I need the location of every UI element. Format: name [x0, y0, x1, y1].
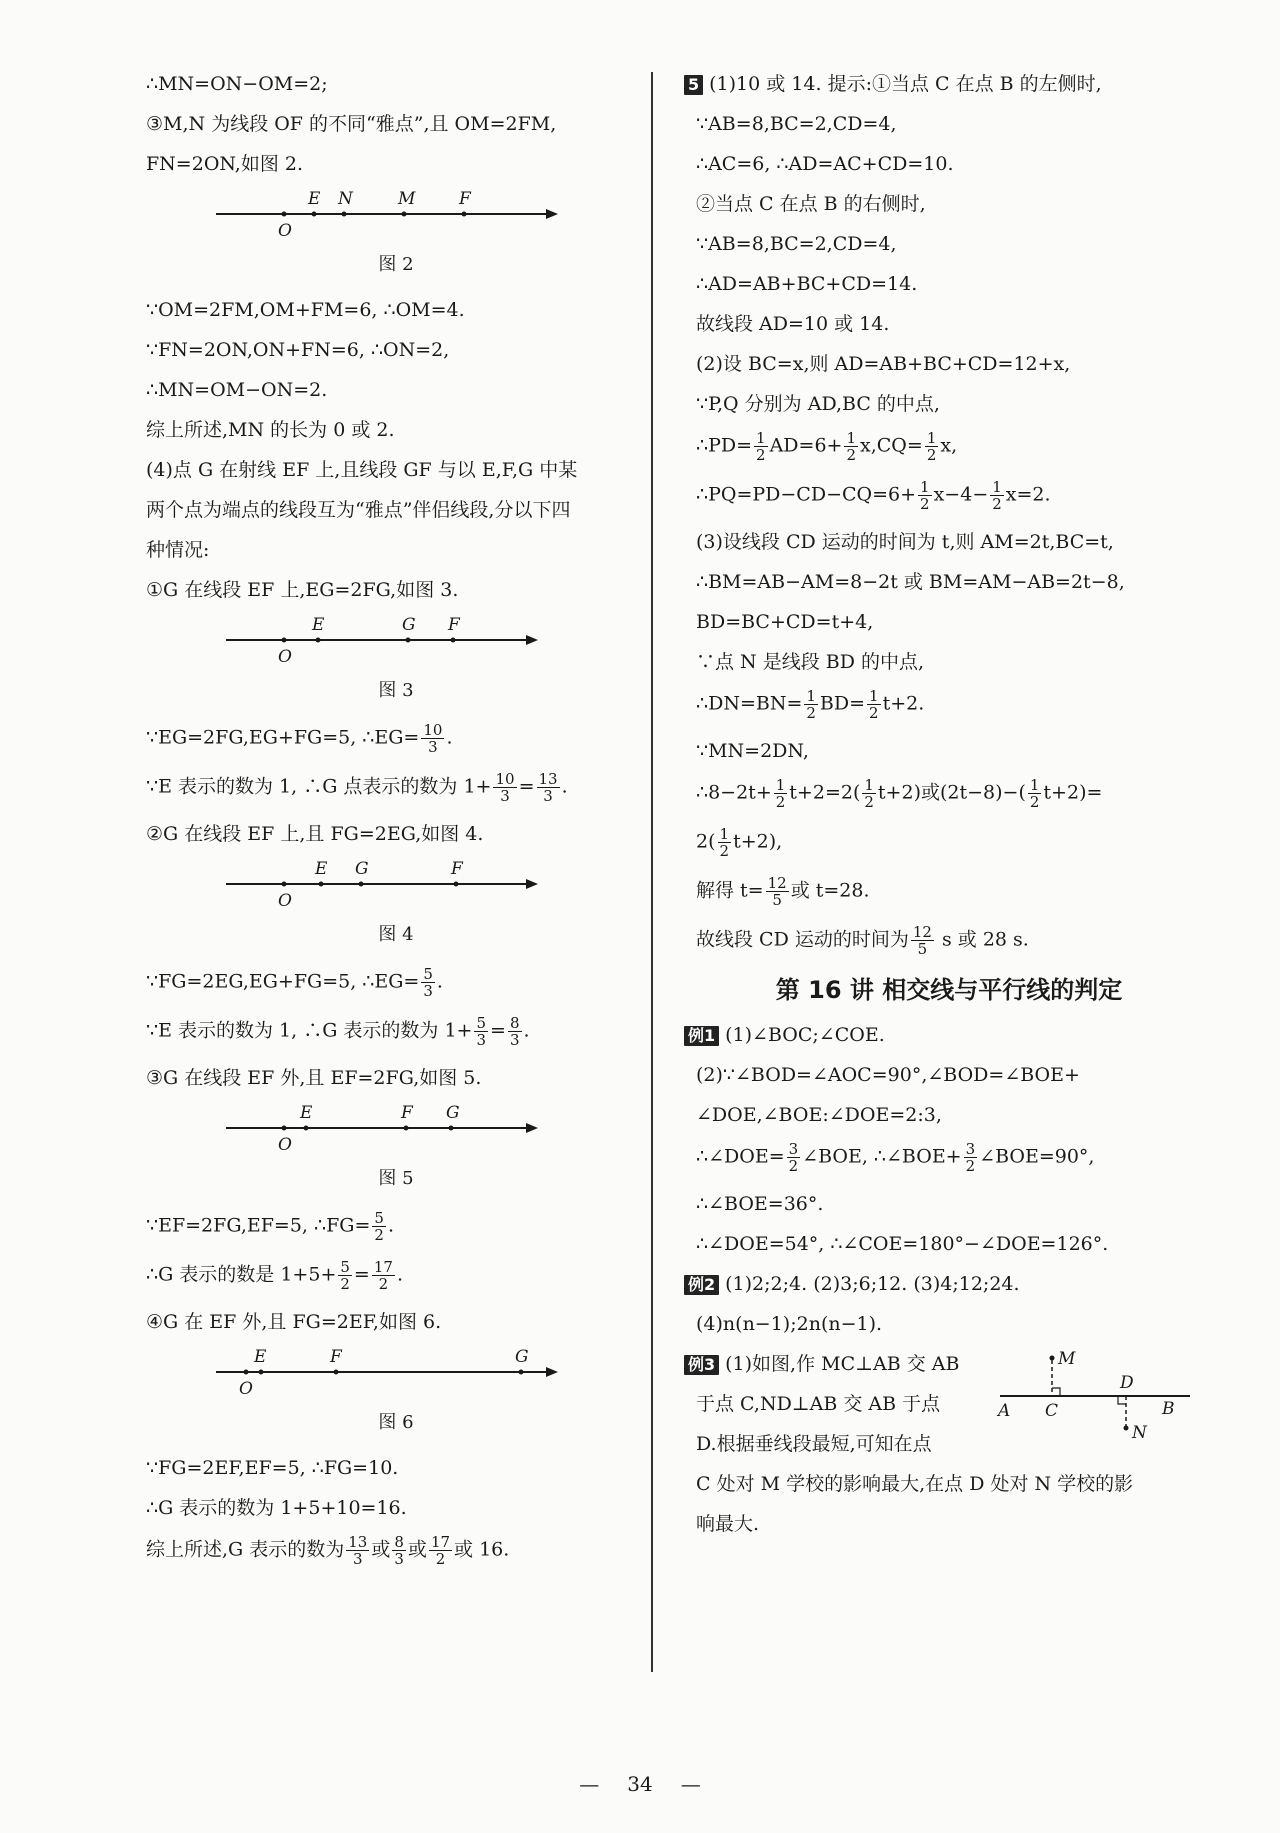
- text-line: 例1 (1)∠BOC;∠COE.: [684, 1021, 1214, 1049]
- number-line-figure-6: [146, 1348, 566, 1404]
- label-o: O: [278, 221, 292, 241]
- label-a: A: [998, 1401, 1011, 1421]
- text-line: D.根据垂线段最短,可知在点: [696, 1433, 932, 1455]
- figure-6: [146, 1348, 646, 1404]
- label-e: E: [312, 615, 325, 635]
- point-f: [462, 212, 467, 217]
- figure-2: [146, 190, 646, 246]
- fraction: $\frac{1}{2}$: [846, 429, 857, 464]
- fraction: $\frac{1}{2}$: [806, 687, 816, 722]
- label-e: E: [300, 1103, 313, 1123]
- label-m: M: [1058, 1349, 1076, 1369]
- text-line: ∴BM=AB−AM=8−2t 或 BM=AM−AB=2t−8,: [696, 571, 1125, 593]
- text-line: ∵FN=2ON,ON+FN=6, ∴ON=2,: [146, 339, 450, 361]
- text-line: ∵EG=2FG,EG+FG=5, ∴EG= $\frac{10}{3}$ .: [146, 721, 453, 756]
- dash-right: —: [680, 1772, 701, 1796]
- fraction: $\frac{1}{2}$: [864, 776, 874, 811]
- text-line: ∴MN=ON−OM=2;: [146, 73, 328, 95]
- text-line: 于点 C,ND⊥AB 交 AB 于点: [696, 1393, 941, 1415]
- text-line: 解得 t= $\frac{12}{5}$ 或 t=28.: [696, 874, 870, 909]
- question-number-badge: 5: [684, 75, 703, 95]
- label-o: O: [278, 1135, 292, 1155]
- figure-caption: 图 5: [378, 1168, 414, 1189]
- text-line: (2)∵∠BOD=∠AOC=90°,∠BOD=∠BOE+: [696, 1064, 1080, 1086]
- figure-caption: 图 2: [378, 254, 414, 275]
- number-line-figure-5: [146, 1104, 566, 1160]
- text-line: 故线段 CD 运动的时间为 $\frac{12}{5}$ s 或 28 s.: [696, 923, 1029, 958]
- arrow-head: [546, 209, 558, 219]
- fraction: $\frac{12}{5}$: [912, 923, 932, 958]
- fraction: $\frac{17}{2}$: [430, 1533, 451, 1568]
- fraction: $\frac{1}{2}$: [992, 478, 1002, 513]
- text-line: ∴G 表示的数为 1+5+10=16.: [146, 1497, 407, 1519]
- label-e: E: [254, 1347, 267, 1367]
- label-n: N: [338, 189, 353, 209]
- text-line: 故线段 AD=10 或 14.: [696, 313, 890, 335]
- fraction: $\frac{1}{2}$: [756, 429, 766, 464]
- text-line: ∴MN=OM−ON=2.: [146, 379, 328, 401]
- fraction: $\frac{13}{3}$: [538, 770, 558, 805]
- text-line: ∴PQ=PD−CD−CQ=6+ $\frac{1}{2}$ x−4− $\frac{1}{2}$ x=2.: [696, 478, 1051, 513]
- label-f: F: [451, 859, 463, 879]
- label-e: E: [308, 189, 321, 209]
- text-line: ∵FG=2EF,EF=5, ∴FG=10.: [146, 1457, 399, 1479]
- text-line: (4)点 G 在射线 EF 上,且线段 GF 与以 E,F,G 中某: [146, 459, 578, 481]
- text-line: ∵EF=2FG,EF=5, ∴FG= $\frac{5}{2}$ .: [146, 1209, 394, 1244]
- label-g: G: [515, 1347, 529, 1367]
- fraction: $\frac{5}{3}$: [423, 965, 433, 1000]
- text-line: ③G 在线段 EF 外,且 EF=2FG,如图 5.: [146, 1067, 482, 1089]
- text-line: C 处对 M 学校的影响最大,在点 D 处对 N 学校的影: [696, 1473, 1134, 1495]
- label-f: F: [330, 1347, 342, 1367]
- figure-4: [146, 860, 646, 916]
- example-badge: 例3: [684, 1355, 719, 1375]
- text-line: FN=2ON,如图 2.: [146, 153, 304, 175]
- perpendicular-figure: [994, 1346, 1194, 1456]
- text-line: ①G 在线段 EF 上,EG=2FG,如图 3.: [146, 579, 459, 601]
- label-o: O: [239, 1379, 253, 1399]
- label-f: F: [448, 615, 460, 635]
- label-f: F: [459, 189, 471, 209]
- text-line: ∵E 表示的数为 1, ∴G 表示的数为 1+ $\frac{5}{3}$ = $\frac{8}{3}$ .: [146, 1014, 530, 1049]
- text-line: ③M,N 为线段 OF 的不同“雅点”,且 OM=2FM,: [146, 113, 557, 135]
- text-line: 2( $\frac{1}{2}$ t+2),: [696, 825, 783, 860]
- text-line: ∴DN=BN= $\frac{1}{2}$ BD= $\frac{1}{2}$ t+2.: [696, 687, 925, 722]
- point-e: [312, 212, 317, 217]
- dash-left: —: [579, 1772, 600, 1796]
- fraction: $\frac{8}{3}$: [394, 1533, 404, 1568]
- fraction: $\frac{5}{2}$: [340, 1258, 350, 1293]
- text-line: ∵AB=8,BC=2,CD=4,: [696, 233, 897, 255]
- fraction: $\frac{1}{2}$: [926, 429, 937, 464]
- text-line: 综上所述,MN 的长为 0 或 2.: [146, 419, 395, 441]
- text-line: ∵OM=2FM,OM+FM=6, ∴OM=4.: [146, 299, 465, 321]
- text-line: 5 (1)10 或 14. 提示:①当点 C 在点 B 的左侧时,: [684, 70, 1214, 98]
- example-badge: 例1: [684, 1026, 719, 1046]
- label-e: E: [315, 859, 328, 879]
- fraction: $\frac{1}{2}$: [920, 478, 930, 513]
- lesson-heading: 第 16 讲 相交线与平行线的判定: [775, 976, 1123, 1004]
- text-line: ∵P,Q 分别为 AD,BC 的中点,: [696, 393, 940, 415]
- text-line: 响最大.: [696, 1513, 760, 1535]
- right-column: [684, 70, 1214, 1550]
- text-line: ∴∠DOE= $\frac{3}{2}$ ∠BOE, ∴∠BOE+ $\frac{3}{2}$ ∠BOE=90°,: [696, 1140, 1095, 1175]
- fraction: $\frac{8}{3}$: [509, 1014, 520, 1049]
- label-g: G: [402, 615, 416, 635]
- text-line: ②当点 C 在点 B 的右侧时,: [696, 193, 926, 215]
- text-line: 两个点为端点的线段互为“雅点”伴侣线段,分以下四: [146, 499, 571, 521]
- fraction: $\frac{1}{2}$: [869, 687, 879, 722]
- text-line: 综上所述,G 表示的数为 $\frac{13}{3}$ 或 $\frac{8}{3}$ 或 $\frac{17}{2}$ 或 16.: [146, 1533, 510, 1568]
- label-b: B: [1162, 1399, 1175, 1419]
- label-f: F: [401, 1103, 413, 1123]
- number-line-figure-4: [146, 860, 566, 916]
- point-m: [402, 212, 407, 217]
- figure-caption: 图 4: [378, 924, 414, 945]
- fraction: $\frac{1}{2}$: [1029, 776, 1040, 811]
- text-line: ∴∠BOE=36°.: [696, 1193, 824, 1215]
- text-line: BD=BC+CD=t+4,: [696, 611, 874, 633]
- text-line: ②G 在线段 EF 上,且 FG=2EG,如图 4.: [146, 823, 484, 845]
- fraction: $\frac{3}{2}$: [965, 1140, 976, 1175]
- number-line-figure-2: [146, 190, 566, 246]
- text-line: ∠DOE,∠BOE:∠DOE=2:3,: [696, 1104, 942, 1126]
- text-line: 例2 (1)2;2;4. (2)3;6;12. (3)4;12;24.: [684, 1270, 1214, 1298]
- text-line: 种情况:: [146, 539, 210, 561]
- fraction: $\frac{10}{3}$: [495, 770, 515, 805]
- example-badge: 例2: [684, 1275, 719, 1295]
- label-n: N: [1132, 1423, 1147, 1443]
- text-line: ∵AB=8,BC=2,CD=4,: [696, 113, 897, 135]
- figure-caption: 图 3: [378, 680, 414, 701]
- text-line: (3)设线段 CD 运动的时间为 t,则 AM=2t,BC=t,: [696, 531, 1114, 553]
- label-o: O: [278, 891, 292, 911]
- point-n: [342, 212, 347, 217]
- label-o: O: [278, 647, 292, 667]
- text-line: (2)设 BC=x,则 AD=AB+BC+CD=12+x,: [696, 353, 1071, 375]
- text-line: ∴AD=AB+BC+CD=14.: [696, 273, 918, 295]
- point-o: [282, 212, 287, 217]
- figure-caption: 图 6: [378, 1412, 414, 1433]
- text-line: ∴8−2t+ $\frac{1}{2}$ t+2=2( $\frac{1}{2}$ t+2)或(2t−8)−( $\frac{1}{2}$ t+2)=: [696, 776, 1103, 811]
- label-c: C: [1045, 1401, 1059, 1421]
- text-line: ∴PD= $\frac{1}{2}$ AD=6+ $\frac{1}{2}$ x,CQ= $\frac{1}{2}$ x,: [696, 429, 958, 464]
- fraction: $\frac{17}{2}$: [373, 1258, 393, 1293]
- fraction: $\frac{1}{2}$: [719, 825, 730, 860]
- label-g: G: [446, 1103, 460, 1123]
- fraction: $\frac{5}{3}$: [476, 1014, 487, 1049]
- fraction: $\frac{10}{3}$: [423, 721, 443, 756]
- text-line: ∵FG=2EG,EG+FG=5, ∴EG= $\frac{5}{3}$ .: [146, 965, 443, 1000]
- fraction: $\frac{13}{3}$: [348, 1533, 368, 1568]
- fraction: $\frac{12}{5}$: [767, 874, 787, 909]
- page-number: [0, 1772, 1280, 1796]
- figure-3: [146, 616, 646, 672]
- label-g: G: [355, 859, 369, 879]
- figure-5: [146, 1104, 646, 1160]
- text-line: ∵点 N 是线段 BD 的中点,: [696, 651, 925, 673]
- text-line: (4)n(n−1);2n(n−1).: [696, 1313, 883, 1335]
- fraction: $\frac{5}{2}$: [374, 1209, 384, 1244]
- fraction: $\frac{1}{2}$: [775, 776, 786, 811]
- page-number-value: 34: [627, 1772, 653, 1796]
- column-divider: [651, 72, 653, 1672]
- label-m: M: [398, 189, 416, 209]
- left-column: [146, 70, 646, 1583]
- text-line: ∵MN=2DN,: [696, 740, 809, 762]
- text-line: ∴AC=6, ∴AD=AC+CD=10.: [696, 153, 954, 175]
- text-line: 例3 (1)如图,作 MC⊥AB 交 AB: [684, 1350, 1214, 1378]
- example-3-block: [684, 1350, 1214, 1538]
- fraction: $\frac{3}{2}$: [788, 1140, 799, 1175]
- text-line: ④G 在 EF 外,且 FG=2EF,如图 6.: [146, 1311, 442, 1333]
- number-line-figure-3: [146, 616, 566, 672]
- text-line: ∴∠DOE=54°, ∴∠COE=180°−∠DOE=126°.: [696, 1233, 1109, 1255]
- text-line: ∵E 表示的数为 1, ∴G 点表示的数为 1+ $\frac{10}{3}$ = $\frac{13}{3}$ .: [146, 770, 568, 805]
- label-d: D: [1120, 1373, 1134, 1393]
- text-line: ∴G 表示的数是 1+5+ $\frac{5}{2}$ = $\frac{17}{2}$ .: [146, 1258, 403, 1293]
